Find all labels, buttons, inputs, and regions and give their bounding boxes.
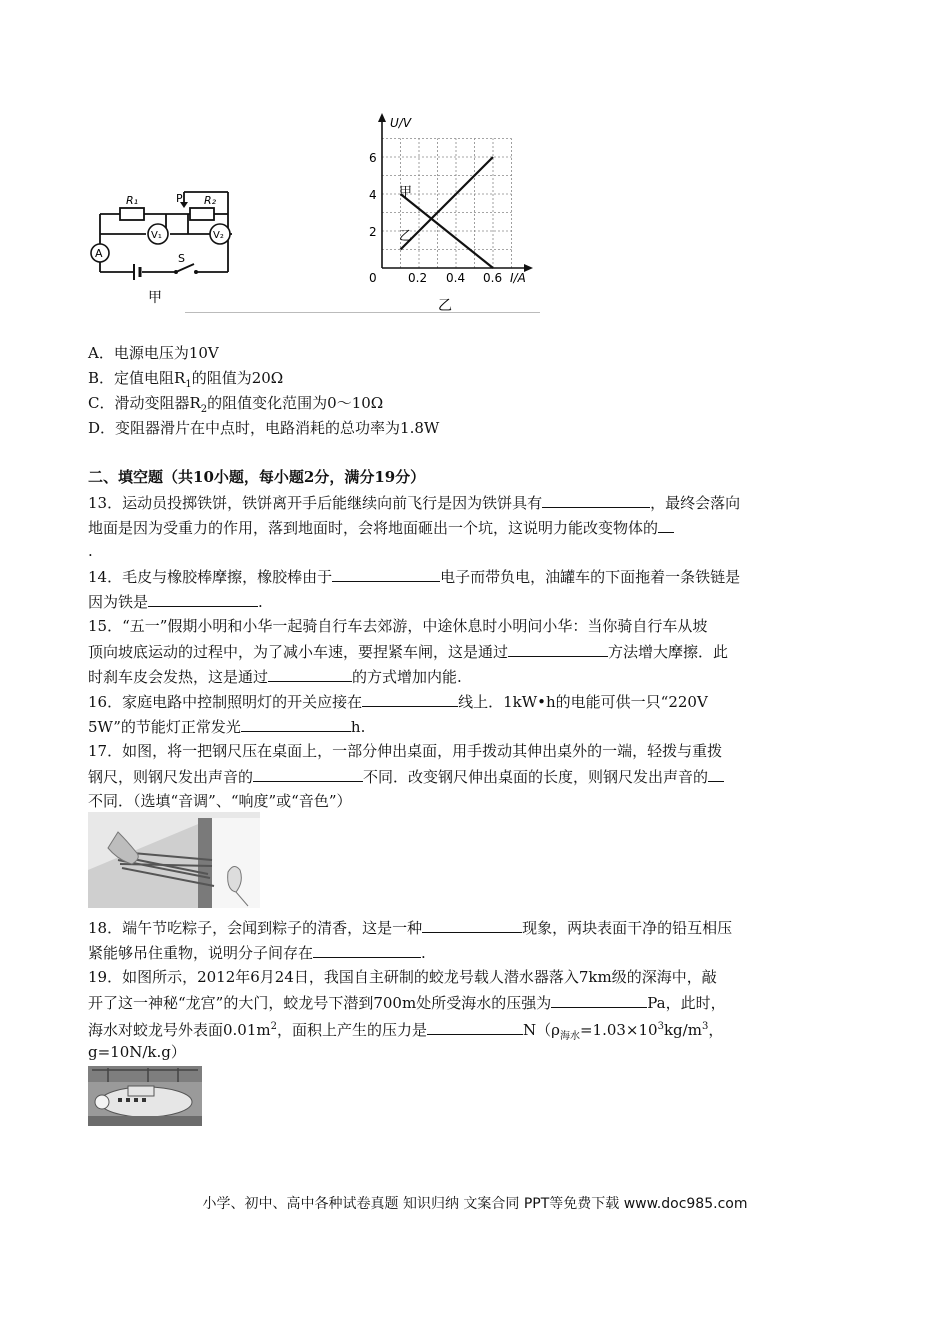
q16-blank-1[interactable]	[362, 691, 458, 707]
ui-graph	[360, 110, 540, 316]
q16-text-a: 16．家庭电路中控制照明灯的开关应接在	[88, 693, 363, 711]
q17-blank-2[interactable]	[708, 766, 724, 782]
option-b	[88, 368, 283, 395]
q19-line2	[88, 992, 726, 1013]
option-a: A．电源电压为10V	[88, 344, 219, 362]
graph-xtick-0: 0	[369, 271, 377, 285]
option-c-text: C．滑动变阻器R	[88, 394, 201, 412]
q17-blank-1[interactable]	[253, 766, 363, 782]
q19-blank-2[interactable]	[427, 1019, 523, 1035]
q19-blank-1[interactable]	[551, 992, 647, 1008]
q14-blank-2[interactable]	[148, 591, 258, 607]
q16-text-d: h.	[350, 718, 366, 736]
q18-text-c: 紧能够吊住重物，说明分子间存在	[88, 944, 314, 962]
q15-line1: 15．“五一”假期小明和小华一起骑自行车去郊游，中途休息时小明问小华：当你骑自行车从坡	[88, 617, 708, 635]
q13-text-b: ，最终会落向	[650, 494, 741, 512]
q13-line1	[88, 492, 740, 513]
ruler-photo	[88, 812, 260, 908]
figure-divider	[185, 312, 540, 313]
graph-label-yi: 乙	[399, 229, 413, 244]
q15-blank-2[interactable]	[268, 666, 352, 682]
q18-blank-2[interactable]	[313, 942, 421, 958]
option-b-text: B．定值电阻R	[88, 369, 186, 387]
q19-text-g: kg/m	[663, 1021, 702, 1039]
q13-text-c: 地面是因为受重力的作用，落到地面时，会将地面砸出一个坑，这说明力能改变物体的	[88, 519, 659, 537]
q15-blank-1[interactable]	[508, 641, 608, 657]
circuit-label-v1: V₁	[151, 230, 162, 241]
q19-line4: g=10N/k.g）	[88, 1043, 186, 1061]
q19-text-h: ，	[708, 1021, 724, 1039]
q15-line3	[88, 666, 462, 687]
q17-line1: 17．如图，将一把钢尺压在桌面上，一部分伸出桌面，用手拨动其伸出桌外的一端，轻拨与重拨	[88, 742, 723, 760]
circuit-diagram	[78, 186, 238, 311]
page-footer: 小学、初中、高中各种试卷真题 知识归纳 文案合同 PPT等免费下载 www.doc985.com	[202, 1196, 748, 1212]
q15-line2	[88, 641, 728, 662]
circuit-label-p: P	[176, 192, 183, 205]
q16-line2	[88, 716, 365, 737]
circuit-label-r2: R₂	[204, 194, 217, 207]
q18-line1	[88, 917, 732, 938]
q18-line2	[88, 942, 426, 963]
option-b-rest: 的阻值为20Ω	[191, 369, 284, 387]
option-c-rest: 的阻值变化范围为0～10Ω	[207, 394, 384, 412]
q14-line1	[88, 566, 740, 587]
section-title: 二、填空题（共10小题，每小题2分，满分19分）	[88, 468, 426, 486]
q15-text-d: 的方式增加内能.	[352, 668, 462, 686]
q17-line2	[88, 766, 724, 787]
graph-ytick-2: 2	[369, 225, 377, 239]
option-c-sub: 2	[200, 404, 208, 415]
circuit-label-r1: R₁	[126, 194, 139, 207]
q19-text-e: N（ρ	[523, 1021, 560, 1039]
q14-text-d: .	[258, 593, 263, 611]
q14-line2	[88, 591, 263, 612]
q17-line3: 不同．（选填“音调”、“响度”或“音色”）	[88, 792, 352, 810]
q18-text-b: 现象，两块表面干净的铅互相压	[522, 919, 733, 937]
q19-text-b: Pa，此时，	[647, 994, 726, 1012]
series-line-yi	[401, 157, 494, 250]
option-d: D．变阻器滑片在中点时，电路消耗的总功率为1.8W	[88, 419, 440, 437]
graph-xlabel: I/A	[510, 271, 526, 285]
q19-sup-1: 2	[270, 1021, 277, 1032]
q16-blank-2[interactable]	[241, 716, 351, 732]
q19-sup-3: 3	[701, 1021, 709, 1032]
graph-ytick-6: 6	[369, 151, 377, 165]
q14-text-a: 14．毛皮与橡胶棒摩擦，橡胶棒由于	[88, 568, 333, 586]
option-c	[88, 393, 383, 420]
q14-text-b: 电子而带负电，油罐车的下面拖着一条铁链是	[440, 568, 741, 586]
submarine-photo	[88, 1066, 202, 1126]
q16-line1	[88, 691, 708, 712]
q17-text-a: 钢尺，则钢尺发出声音的	[88, 768, 254, 786]
option-b-sub: 1	[185, 379, 192, 390]
q13-blank-1[interactable]	[542, 492, 650, 508]
circuit-label-s: S	[178, 252, 185, 265]
q13-line2	[88, 517, 674, 538]
q18-text-d: .	[421, 944, 426, 962]
q15-text-b: 方法增大摩擦．此	[608, 643, 729, 661]
q15-text-c: 时刹车皮会发热，这是通过	[88, 668, 269, 686]
q13-blank-2[interactable]	[658, 517, 674, 533]
q16-text-b: 线上．1kW•h的电能可供一只“220V	[458, 693, 708, 711]
circuit-caption: 甲	[148, 290, 162, 306]
q18-blank-1[interactable]	[422, 917, 522, 933]
q16-text-c: 5W”的节能灯正常发光	[88, 718, 241, 736]
q17-text-b: 不同．改变钢尺伸出桌面的长度，则钢尺发出声音的	[363, 768, 709, 786]
graph-xtick-02: 0.2	[408, 271, 428, 285]
q15-text-a: 顶向坡底运动的过程中，为了减小车速，要捏紧车闸，这是通过	[88, 643, 509, 661]
graph-ylabel: U/V	[390, 116, 412, 130]
q19-text-d: ，面积上产生的压力是	[277, 1021, 428, 1039]
q14-text-c: 因为铁是	[88, 593, 149, 611]
q19-text-c: 海水对蛟龙号外表面0.01m	[88, 1021, 271, 1039]
graph-xtick-04: 0.4	[446, 271, 466, 285]
q14-blank-1[interactable]	[332, 566, 440, 582]
circuit-label-v2: V₂	[213, 230, 224, 241]
graph-label-jia: 甲	[399, 185, 413, 200]
q18-text-a: 18．端午节吃粽子，会闻到粽子的清香，这是一种	[88, 919, 423, 937]
graph-xtick-06: 0.6	[483, 271, 503, 285]
q19-line1: 19．如图所示，2012年6月24日，我国自主研制的蛟龙号载人潜水器落入7km级的深海中，敲	[88, 968, 717, 986]
q19-text-a: 开了这一神秘“龙宫”的大门，蛟龙号下潜到700m处所受海水的压强为	[88, 994, 552, 1012]
graph-caption: 乙	[438, 298, 452, 314]
q19-sup-2: 3	[657, 1021, 664, 1032]
q19-text-f: =1.03×10	[579, 1021, 658, 1039]
q19-sub-1: 海水	[559, 1031, 580, 1042]
circuit-label-a: A	[95, 247, 103, 260]
graph-ytick-4: 4	[369, 188, 377, 202]
q13-text-a: 13．运动员投掷铁饼，铁饼离开手后能继续向前飞行是因为铁饼具有	[88, 494, 543, 512]
q13-line3: .	[88, 542, 93, 560]
